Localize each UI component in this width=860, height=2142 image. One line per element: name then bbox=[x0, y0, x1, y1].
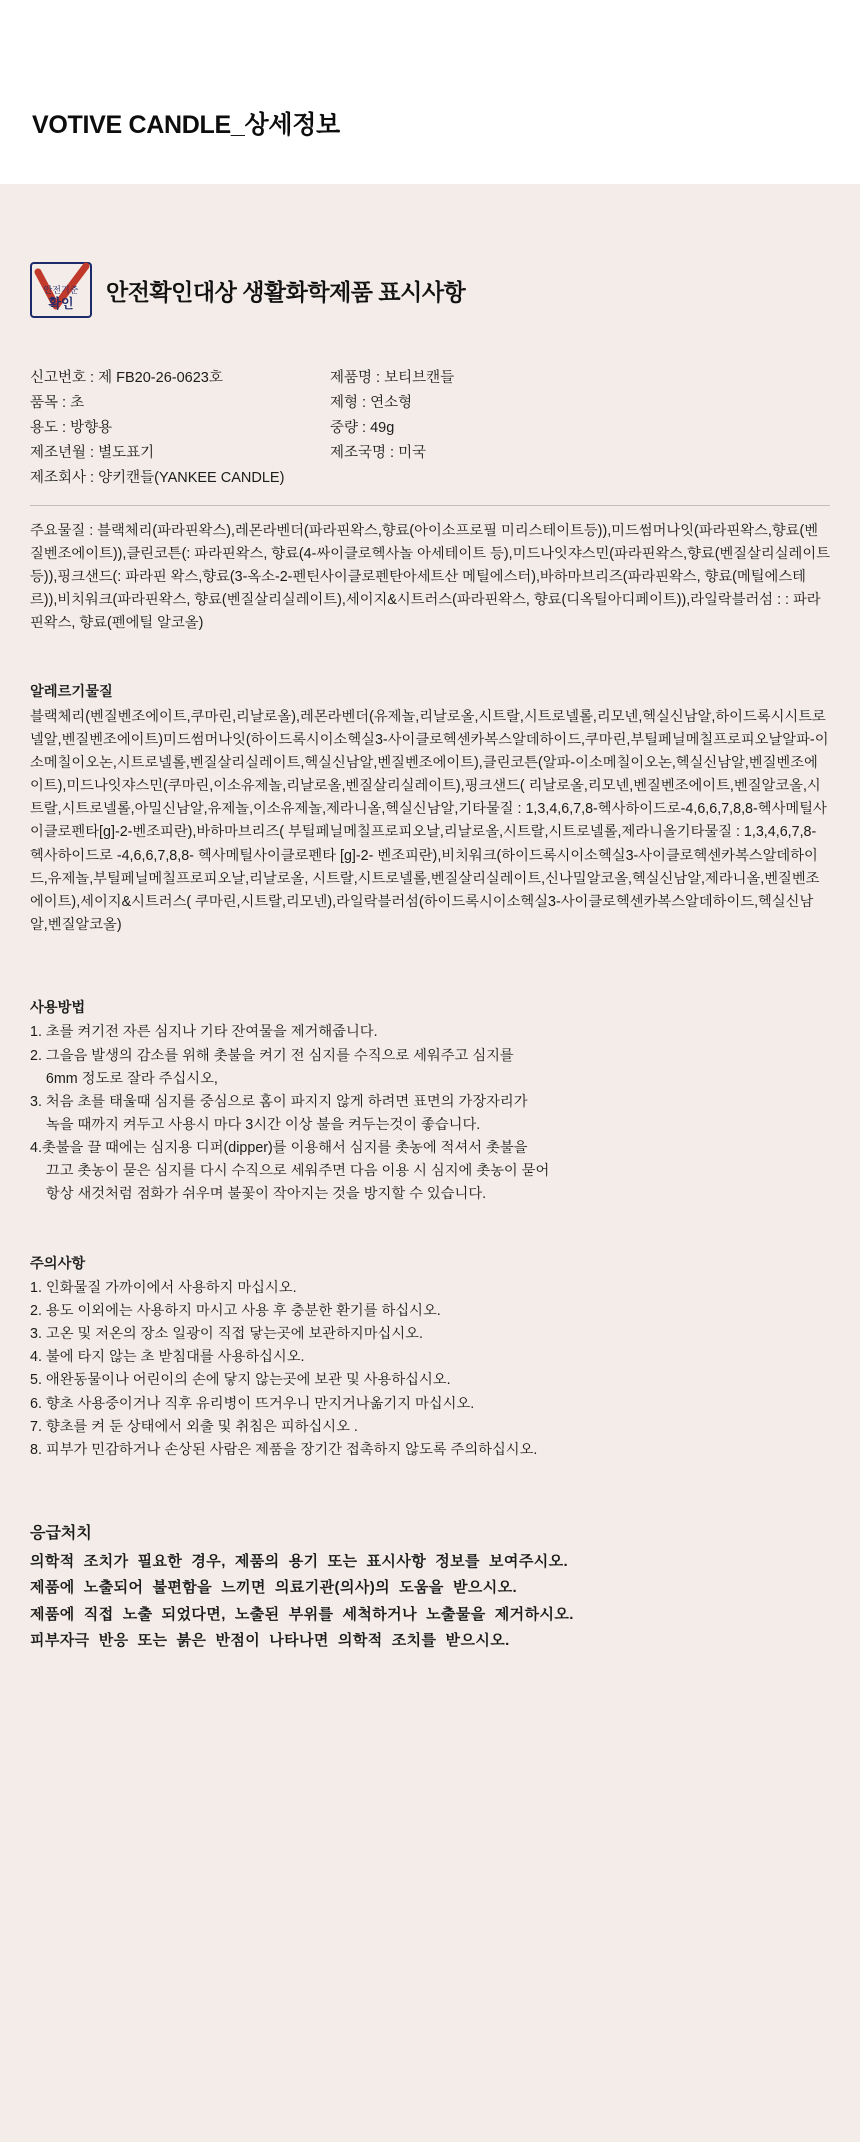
main-substances-block bbox=[30, 520, 834, 636]
info-divider bbox=[30, 505, 830, 506]
info-product-name: 제품명 : 보티브캔들 bbox=[330, 370, 455, 386]
usage-line: 2. 그을음 발생의 감소를 위해 촛불을 켜기 전 심지를 수직으로 세워주고 심지를 bbox=[30, 1047, 514, 1064]
emergency-line: 제품에 노출되어 불편함을 느끼면 의료기관(의사)의 도움을 받으시오. bbox=[30, 1579, 518, 1597]
allergens-section bbox=[0, 681, 860, 937]
caution-line: 1. 인화물질 가까이에서 사용하지 마십시오. bbox=[30, 1279, 297, 1296]
usage-line: 1. 초를 켜기전 자른 심지나 기타 잔여물을 제거해줍니다. bbox=[30, 1024, 378, 1041]
main-substances-text: 주요물질 : 블랙체리(파라핀왁스),레몬라벤더(파라핀왁스,향료(아이소프로필 미리스테이트등)),미드썸머나잇(파라핀왁스,향료(벤질벤조에이트)),클린코튼(: 파라핀왁스, 향료(4-싸이클로헥사놀 아세테이트 등),미드나잇쟈스민(파라핀왁스,향료(벤질살리실레이트 등)),핑크샌드(: 파라핀 왁스,향료(3-옥소-2-펜틴사이클로펜탄아세트산 메틸에스터),바하마브리즈(파라핀왁스, 향료(메틸에스테르)),비치워크(파라핀왁스, 향료(벤질살리실레이트),세이지&시트러스(파라핀왁스, 향료(디옥틸아디페이트)),라일락블러섬 : : 파라핀왁스, 향료(펜에틸 알코올) bbox=[30, 522, 834, 632]
usage-line: 항상 새것처럼 점화가 쉬우며 불꽃이 작아지는 것을 방지할 수 있습니다. bbox=[30, 1186, 487, 1203]
emergency-line: 제품에 직접 노출 되었다면, 노출된 부위를 세척하거나 노출물을 제거하시오. bbox=[30, 1605, 574, 1623]
usage-line: 6mm 정도로 잘라 주십시오, bbox=[30, 1070, 218, 1087]
safety-confirmation-mark-icon bbox=[30, 262, 92, 318]
product-info-left-column bbox=[30, 366, 330, 491]
product-info-grid bbox=[30, 366, 830, 491]
emergency-line: 의학적 조치가 필요한 경우, 제품의 용기 또는 표시사항 정보를 보여주시오. bbox=[30, 1553, 569, 1570]
label-header bbox=[0, 184, 860, 318]
allergens-block bbox=[30, 681, 830, 937]
caution-line: 3. 고온 및 저온의 장소 일광이 직접 닿는곳에 보관하지마십시오. bbox=[30, 1326, 423, 1343]
usage-line: 4.촛불을 끌 때에는 심지용 디퍼(dipper)를 이용해서 심지를 촛농에 적셔서 촛불을 bbox=[30, 1140, 528, 1157]
usage-line: 3. 처음 초를 태울때 심지를 중심으로 홈이 파지지 않게 하려면 표면의 가장자리가 bbox=[30, 1093, 528, 1110]
svg-text:안전기준: 안전기준 bbox=[43, 285, 79, 295]
caution-line: 4. 불에 타지 않는 초 받침대를 사용하십시오. bbox=[30, 1349, 305, 1366]
caution-section bbox=[0, 1253, 860, 1462]
page-title: VOTIVE CANDLE_상세정보 bbox=[32, 111, 340, 139]
caution-line: 2. 용도 이외에는 사용하지 마시고 사용 후 충분한 환기를 하십시오. bbox=[30, 1302, 441, 1319]
caution-line: 8. 피부가 민감하거나 손상된 사람은 제품을 장기간 접촉하지 않도록 주의하십시오. bbox=[30, 1441, 538, 1458]
usage-title: 사용방법 bbox=[30, 1000, 86, 1017]
info-weight: 중량 : 49g bbox=[330, 419, 395, 436]
product-info-section bbox=[0, 366, 860, 491]
emergency-title: 응급처치 bbox=[30, 1525, 92, 1542]
info-manufacturer: 제조회사 : 양키캔들(YANKEE CANDLE) bbox=[30, 469, 285, 486]
info-manufacture-date: 제조년월 : 별도표기 bbox=[30, 444, 155, 461]
caution-line: 6. 향초 사용중이거나 직후 유리병이 뜨거우니 만지거나옮기지 마십시오. bbox=[30, 1395, 475, 1412]
allergens-title: 알레르기물질 bbox=[30, 684, 113, 701]
label-header-title: 안전확인대상 생활화학제품 표시사항 bbox=[106, 278, 466, 305]
caution-block bbox=[30, 1253, 830, 1462]
caution-line: 7. 향초를 켜 둔 상태에서 외출 및 취침은 피하십시오 . bbox=[30, 1418, 358, 1435]
main-substances-section bbox=[0, 520, 860, 636]
caution-line: 5. 애완동물이나 어린이의 손에 닿지 않는곳에 보관 및 사용하십시오. bbox=[30, 1372, 451, 1389]
usage-block bbox=[30, 997, 830, 1206]
info-usage: 용도 : 방향용 bbox=[30, 419, 113, 436]
emergency-line: 피부자극 반응 또는 붉은 반점이 나타나면 의학적 조치를 받으시오. bbox=[30, 1631, 510, 1649]
usage-section bbox=[0, 997, 860, 1206]
usage-line: 녹을 때까지 켜두고 사용시 마다 3시간 이상 불을 켜두는것이 좋습니다. bbox=[30, 1116, 481, 1133]
product-info-right-column bbox=[330, 366, 630, 491]
safety-label-panel bbox=[0, 184, 860, 2142]
allergens-text: 블랙체리(벤질벤조에이트,쿠마린,리날로올),레몬라벤더(유제놀,리날로올,시트랄,시트로넬롤,리모넨,헥실신남알,하이드록시시트로넬알,벤질벤조에이트)미드썸머나잇(하이드록시이소헥실3-사이클로헥센카복스알데하이드,쿠마린,부틸페닐메칠프로피오날알파-이소메칠이오논,시트로넬롤,벤질살리실레이트,헥실신남알,벤질벤조에이트),클린코튼(알파-이소메칠이오논,헥실신남알,벤질벤조에이트),미드나잇쟈스민(쿠마린,이소유제놀,리날로올,벤질살리실레이트),핑크샌드( 리날로올,리모넨,벤질벤조에이트,벤질알코올,시트랄,시트로넬롤,아밀신남알,유제놀,이소유제놀,제라니올,헥실신남알,기타물질 : 1,3,4,6,7,8-헥사하이드로-4,6,6,7,8,8-헥사메틸사이클로펜타[g]-2-벤조피란),바하마브리즈( 부틸페닐메칠프로피오날,리날로올,시트랄,시트로넬롤,제라니올기타물질 : 1,3,4,6,7,8- 헥사하이드로 -4,6,6,7,8,8- 헥사메틸사이클로펜타 [g]-2- 벤조피란),비치워크(하이드록시이소헥실3-사이클로헥센카복스알데하이드,유제놀,부틸페닐메칠프로피오날,리날로올, 시트랄,시트로넬롤,벤질살리실레이트,신나밀알코올,헥실신남알,제라니올,벤질벤조에이트),세이지&시트러스( 쿠마린,시트랄,리모넨),라일락블러섬(하이드록시이소헥실3-사이클로헥센카복스알데하이드,헥실신남알,벤질알코올) bbox=[30, 708, 829, 934]
svg-text:확인: 확인 bbox=[48, 296, 74, 311]
info-country-of-origin: 제조국명 : 미국 bbox=[330, 444, 427, 461]
info-report-number: 신고번호 : 제 FB20-26-0623호 bbox=[30, 370, 223, 386]
info-form: 제형 : 연소형 bbox=[330, 394, 413, 411]
usage-line: 끄고 촛농이 묻은 심지를 다시 수직으로 세워주면 다음 이용 시 심지에 촛농이 묻어 bbox=[30, 1163, 550, 1180]
info-item-type: 품목 : 초 bbox=[30, 394, 85, 411]
caution-title: 주의사항 bbox=[30, 1255, 86, 1272]
emergency-section bbox=[0, 1520, 860, 1654]
